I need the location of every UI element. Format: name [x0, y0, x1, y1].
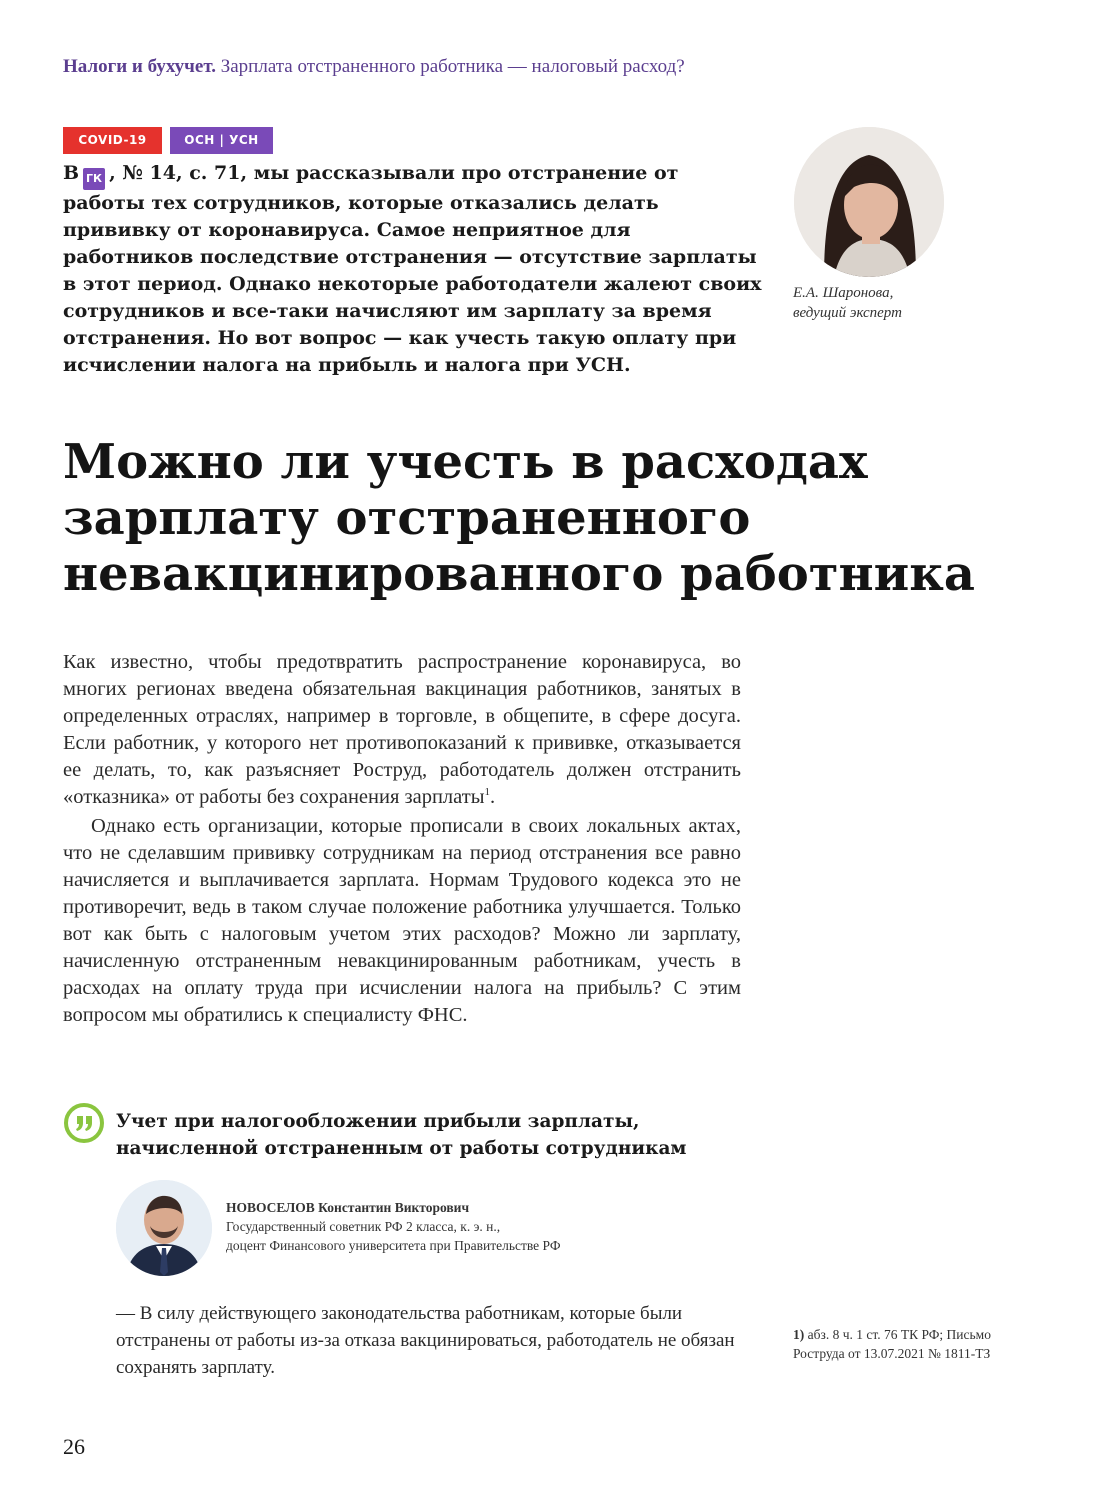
- body-paragraph-1: [63, 649, 741, 811]
- running-header: [63, 56, 685, 78]
- running-header-title: Зарплата отстраненного работника — налоговый расход?: [220, 56, 685, 77]
- author-caption: [793, 283, 902, 323]
- speaker-title-1: Государственный советник РФ 2 класса, к. э. н.,: [226, 1219, 501, 1234]
- quote-icon: [63, 1102, 105, 1144]
- lead-paragraph: [63, 160, 763, 379]
- author-role: ведущий эксперт: [793, 305, 902, 321]
- speaker-portrait-icon: [116, 1180, 212, 1276]
- article-headline: Можно ли учесть в расходах зарплату отстраненного невакцинированного работника: [63, 434, 975, 602]
- lead-prefix: В: [63, 162, 80, 184]
- speaker-answer: — В силу действующего законодательства работникам, которые были отстранены от работы из-за отказа вакцинироваться, работодатель не обязан сохранять зарплату.: [116, 1303, 735, 1378]
- page-number: 26: [63, 1434, 85, 1459]
- tag-covid[interactable]: COVID-19: [63, 127, 162, 154]
- footnote: [793, 1325, 1013, 1363]
- gk-logo: ГК: [83, 168, 105, 190]
- quote-heading: Учет при налогообложении прибыли зарплаты, начисленной отстраненным от работы сотрудникам: [116, 1111, 687, 1159]
- article-body: [63, 649, 741, 1029]
- footnote-ref[interactable]: 1: [484, 786, 490, 799]
- speaker-info: [226, 1198, 561, 1255]
- author-portrait-icon: [794, 127, 944, 277]
- body-paragraph-2: Однако есть организации, которые прописали в своих локальных актах, что не сделавшим прививку сотрудникам на период отстранения все равно начисляется и выплачивается зарплата. Нормам Трудового кодекса это не противоречит, ведь в таком случае положение работника улучшается. Только вот как быть с налоговым учетом этих расходов? Можно ли зарплату, начисленную отстраненным невакцинированным работникам, учесть в расходах на оплату труда при исчислении налога на прибыль? С этим вопросом мы обратились к специалисту ФНС.: [63, 815, 741, 1026]
- footnote-text: абз. 8 ч. 1 ст. 76 ТК РФ; Письмо Роструда от 13.07.2021 № 1811-ТЗ: [793, 1327, 991, 1361]
- footnote-number: 1): [793, 1327, 805, 1342]
- running-header-section: Налоги и бухучет.: [63, 56, 216, 77]
- tag-tax-regime[interactable]: ОСН | УСН: [170, 127, 273, 154]
- body-paragraph-1-text: Как известно, чтобы предотвратить распространение коронавируса, во многих регионах введена обязательная вакцинация работников, занятых в определенных отраслях, например в торговле, в общепите, в сфере досуга. Если работник, у которого нет противопоказаний к прививке, отказывается ее делать, то, как разъясняет Роструд, работодатель должен отстранить «отказника» от работы без сохранения зарплаты: [63, 651, 741, 808]
- body-paragraph-1-end: .: [489, 786, 496, 808]
- author-name: Е.А. Шаронова,: [793, 285, 894, 301]
- speaker-photo: [116, 1180, 212, 1276]
- author-photo: [794, 127, 944, 277]
- speaker-name: НОВОСЕЛОВ Константин Викторович: [226, 1200, 470, 1215]
- lead-text: , № 14, с. 71, мы рассказывали про отстранение от работы тех сотрудников, которые отказались делать прививку от коронавируса. Самое неприятное для работников последствие отстранения — отсутствие зарплаты в этот период. Однако некоторые работодатели жалеют своих сотрудников и все-таки начисляют им зарплату за время отстранения. Но вот вопрос — как учесть такую оплату при исчислении налога на прибыль и налога при УСН.: [63, 162, 762, 376]
- speaker-title-2: доцент Финансового университета при Правительстве РФ: [226, 1238, 561, 1253]
